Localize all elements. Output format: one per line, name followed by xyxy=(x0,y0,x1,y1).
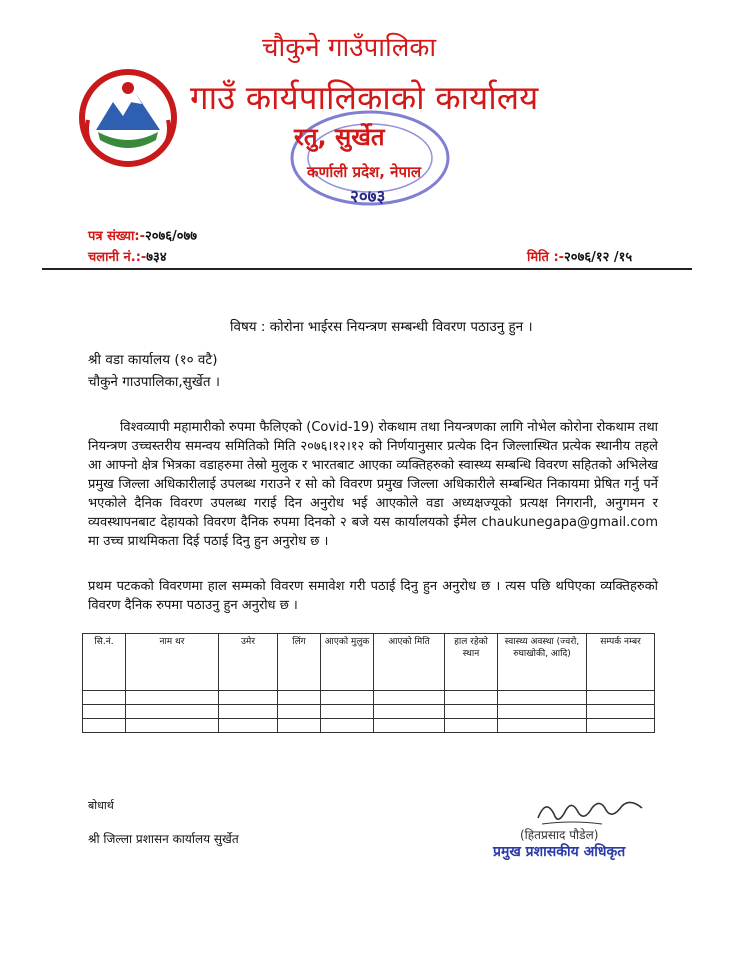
addressee-line-1: श्री वडा कार्यालय (१० वटै) xyxy=(88,352,218,368)
table-cell xyxy=(219,705,278,719)
date-value: २०७६/१२ /१५ xyxy=(564,250,633,265)
body-paragraph-2: प्रथम पटकको विवरणमा हाल सम्मको विवरण समावेश गरी पठाई दिनु हुन अनुरोध छ । त्यस पछि थपिएका व्यक्तिहरुको विवरण दैनिक रुपमा पठाउनु हुन अनुरोध छ । xyxy=(88,579,658,613)
table-cell xyxy=(126,719,219,733)
table-row xyxy=(83,705,655,719)
table-cell xyxy=(374,691,445,705)
established-year: २०७३ xyxy=(350,187,386,207)
signatory-title: प्रमुख प्रशासकीय अधिकृत xyxy=(493,844,626,860)
report-table xyxy=(82,633,655,733)
table-cell xyxy=(219,719,278,733)
table-cell xyxy=(587,705,655,719)
table-cell xyxy=(278,719,321,733)
municipality-name: चौकुने गाउँपालिका xyxy=(262,33,437,63)
table-header-row xyxy=(83,634,655,691)
header-divider xyxy=(42,268,692,270)
column-header-arrival-date: आएको मिति xyxy=(374,634,445,691)
dispatch-label: चलानी नं.:- xyxy=(88,250,147,265)
signatory-name: (हितप्रसाद पौडेल) xyxy=(520,828,599,842)
table-cell xyxy=(498,719,587,733)
body-paragraph-1: विश्वव्यापी महामारीको रुपमा फैलिएको (Covid-19) रोकथाम तथा नियन्त्रणका लागि नोभेल कोरोना रोकथाम तथा नियन्त्रण उच्चस्तरीय समन्वय समितिको मिति २०७६।१२।१२ को निर्णयानुसार प्रत्येक दिन जिल्लास्थित प्रत्येक स्थानीय तहले आ आफ्नो क्षेत्र भित्रका वडाहरुमा तेस्रो मुलुक र भारतबाट आएका व्यक्तिहरुको स्वास्थ्य सम्बन्धि विवरण सहितको अभिलेख प्रमुख जिल्ला अधिकारीलाई उपलब्ध गराउने र सो को विवरण प्रमुख जिल्ला अधिकारीले सम्बन्धित निकायमा प्रेषित गर्नु पर्ने भएकोले दैनिक विवरण उपलब्ध गराई दिन अनुरोध भई आएकोले वडा अध्यक्षज्यूको प्रत्यक्ष निगरानी, अनुगमन र व्यवस्थापनबाट देहायको विवरण दैनिक रुपमा दिनको २ बजे यस कार्यालयको ईमेल chaukunegapa@gmail.com मा उच्च प्राथमिकता दिई पठाई दिनु हुन अनुरोध छ । xyxy=(88,420,658,549)
table-cell xyxy=(445,691,498,705)
table-cell xyxy=(83,719,126,733)
table-row xyxy=(83,719,655,733)
province-name: कर्णाली प्रदेश, नेपाल xyxy=(307,163,422,181)
dispatch-number xyxy=(88,247,167,265)
table-row xyxy=(83,691,655,705)
dispatch-value: ७३४ xyxy=(146,250,167,265)
table-cell xyxy=(445,705,498,719)
table-cell xyxy=(83,705,126,719)
column-header-contact-number: सम्पर्क नम्बर xyxy=(587,634,655,691)
table-cell xyxy=(374,705,445,719)
addressee-line-2: चौकुने गाउपालिका,सुर्खेत । xyxy=(88,374,220,390)
reference-label: पत्र संख्या:- xyxy=(88,229,145,244)
office-location: रतु, सुर्खेत xyxy=(294,123,385,151)
column-header-age: उमेर xyxy=(219,634,278,691)
table-cell xyxy=(278,691,321,705)
column-header-origin-country: आएको मुलुक xyxy=(321,634,374,691)
reference-value: २०७६/०७७ xyxy=(144,229,198,244)
table-cell xyxy=(83,691,126,705)
column-header-health-status: स्वास्थ्य अवस्था (ज्वरो, रुघाखोकी, आदि) xyxy=(498,634,587,691)
date-label: मिति :- xyxy=(527,250,565,265)
table-cell xyxy=(278,705,321,719)
reference-number xyxy=(88,226,197,244)
letter-subject: विषय : कोरोना भाईरस नियन्त्रण सम्बन्धी विवरण पठाउनु हुन । xyxy=(230,319,533,335)
column-header-gender: लिंग xyxy=(278,634,321,691)
table-cell xyxy=(321,705,374,719)
table-cell xyxy=(445,719,498,733)
cc-label: बोधार्थ xyxy=(88,799,114,812)
table-cell xyxy=(587,691,655,705)
table-cell xyxy=(498,705,587,719)
office-name: गाउँ कार्यपालिकाको कार्यालय xyxy=(190,78,539,117)
column-header-serial: सि.नं. xyxy=(83,634,126,691)
nepal-emblem-icon xyxy=(78,68,178,168)
table-cell xyxy=(321,691,374,705)
table-cell xyxy=(126,691,219,705)
column-header-name: नाम थर xyxy=(126,634,219,691)
table-cell xyxy=(219,691,278,705)
table-cell xyxy=(321,719,374,733)
table-cell xyxy=(374,719,445,733)
table-cell xyxy=(587,719,655,733)
table-cell xyxy=(498,691,587,705)
table-cell xyxy=(126,705,219,719)
cc-recipient: श्री जिल्ला प्रशासन कार्यालय सुर्खेत xyxy=(88,832,239,846)
letter-date xyxy=(527,247,632,265)
column-header-current-location: हाल रहेको स्थान xyxy=(445,634,498,691)
